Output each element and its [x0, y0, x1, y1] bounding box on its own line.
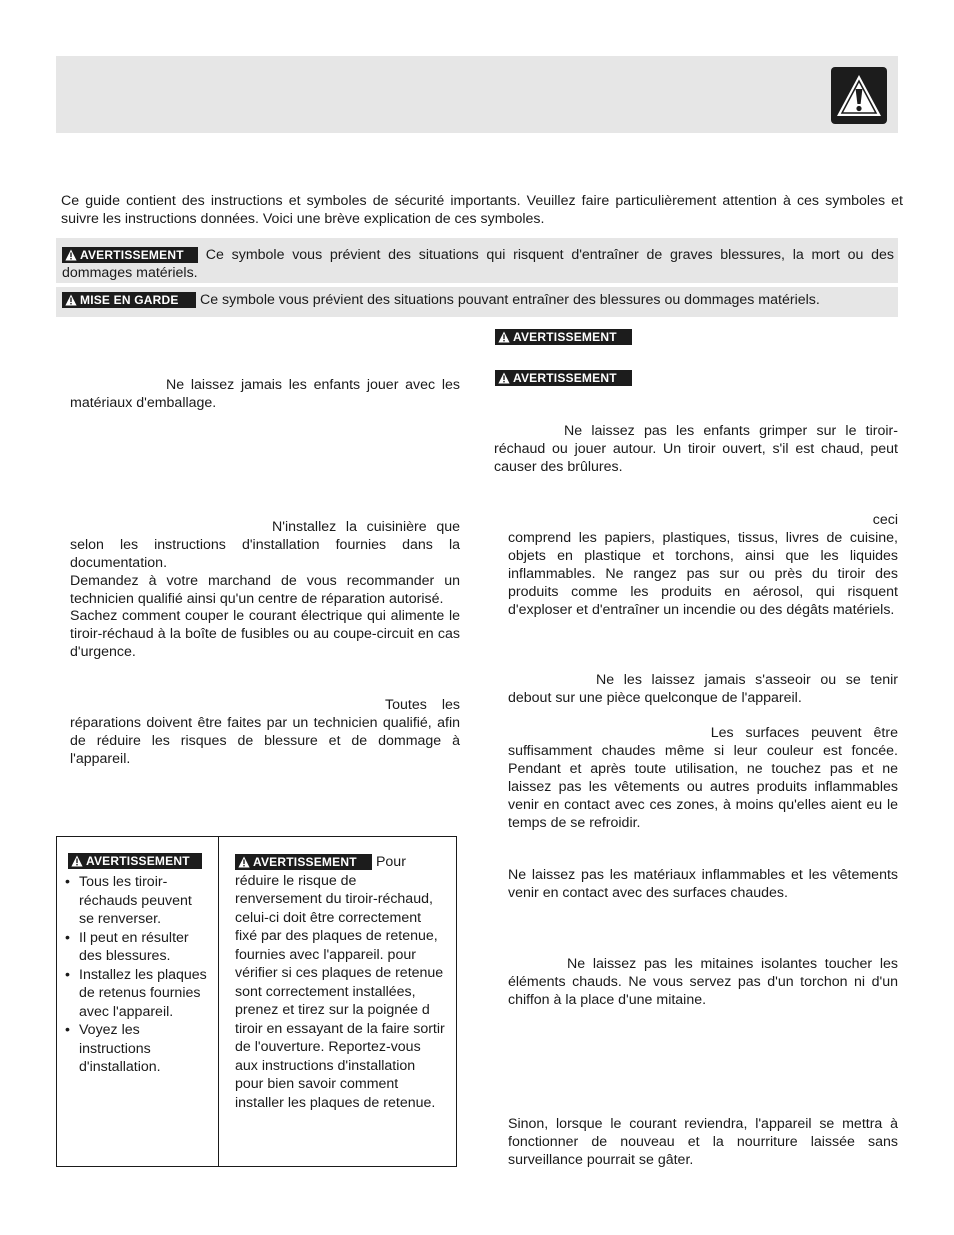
flammable-warning: Ne laissez pas les matériaux inflammables et les vêtements venir en contact avec des surfaces chaudes.	[508, 867, 898, 901]
power-warning: Sinon, lorsque le courant reviendra, l'appareil se mettra à fonctionner de nouveau et la nourriture laissée sans surveillance pourrait se gâter.	[508, 1116, 898, 1168]
installation-text-2: Demandez à votre marchand de vous recommander un technicien qualifié ainsi qu'un centre de réparation autorisé.	[70, 573, 460, 607]
warning-triangle-icon	[71, 855, 83, 867]
storage-lead: ceci	[872, 512, 898, 528]
box-divider	[218, 836, 219, 1167]
anti-tip-lead: Pour	[375, 854, 406, 870]
surfaces-warning: suffisamment chaudes même si leur couleur est foncée. Pendant et après toute utilisation, ne touchez pas et ne laissez pas les vêtements ou autres produits inflammables venir en contact avec ces zones, à moins qu'elles aient eu le temps de se refroidir.	[508, 743, 898, 831]
right-warning-badge-1	[495, 328, 632, 346]
warning-band-text: Ce symbole vous prévient des situations qui risquent d'entraîner de graves blessures, la mort ou des dommages matériels.	[62, 247, 894, 281]
warning-badge	[495, 329, 632, 345]
warning-badge	[68, 853, 202, 869]
mitts-warning: Ne laissez pas les mitaines isolantes toucher les éléments chauds. Ne vous servez pas d'un torchon ni d'un chiffon à la place d'une mitaine.	[508, 956, 898, 1008]
intro-paragraph	[61, 192, 903, 228]
box-left-badge-wrap	[68, 852, 202, 870]
warning-badge-label: AVERTISSEMENT	[86, 853, 190, 868]
caution-badge	[62, 292, 196, 308]
list-item: • Voyez les instructions d'installation.	[57, 1021, 209, 1077]
warning-badge-label: AVERTISSEMENT	[513, 370, 617, 385]
intro-text: Ce guide contient des instructions et symboles de sécurité importants. Veuillez faire particulièrement attention à ces symboles et suivre les instructions données. Voici une brève explication de ces symboles.	[61, 193, 903, 227]
packaging-warning: Ne laissez jamais les enfants jouer avec les matériaux d'emballage.	[70, 377, 460, 411]
warning-badge	[235, 854, 372, 870]
anti-tip-text: réduire le risque de renversement du tiroir-réchaud, celui-ci doit être correctement fixé par des plaques de retenue, fournies avec l'appareil. pour vérifier si ces plaques de retenue sont correctement installées, prenez et tirez sur la poignée d tiroir en essayant de la faire sortir de l'ouverture. Reportez-vous aux instructions d'installation pour bien savoir comment installer les plaques de retenue.	[235, 872, 445, 1111]
warning-triangle-icon	[238, 856, 250, 868]
warning-triangle-icon	[498, 372, 510, 384]
children-warning: Ne laissez pas les enfants grimper sur le tiroir-réchaud ou jouer autour. Un tiroir ouvert, s'il est chaud, peut causer des brûlures.	[494, 423, 898, 475]
warning-badge-label: AVERTISSEMENT	[80, 248, 184, 263]
anti-tip-bullets	[57, 873, 209, 1077]
warning-badge-label: AVERTISSEMENT	[253, 855, 357, 869]
warning-triangle-icon	[831, 67, 887, 124]
right-warning-badge-2	[495, 369, 632, 387]
repairs-text: Toutes les réparations doivent être faites par un technicien qualifié, afin de réduire les risques de blessure et de dommage à l'appareil.	[70, 697, 460, 767]
warning-badge-label: AVERTISSEMENT	[513, 329, 617, 344]
installation-text-3: Sachez comment couper le courant électrique qui alimente le tiroir-réchaud à la boîte de fusibles ou au coupe-circuit en cas d'urgence.	[70, 608, 460, 660]
header-band	[56, 56, 898, 133]
caution-badge-label: MISE EN GARDE	[80, 293, 179, 308]
sit-warning: Ne les laissez jamais s'asseoir ou se tenir debout sur une pièce quelconque de l'appareil.	[508, 672, 898, 706]
warning-badge	[495, 370, 632, 386]
list-item: • Tous les tiroir-réchauds peuvent se renverser.	[57, 873, 209, 929]
installation-text-1: N'installez la cuisinière que selon les instructions d'installation fournies dans la documentation.	[70, 519, 460, 571]
storage-warning: comprend les papiers, plastiques, tissus, livres de cuisine, objets en plastique et torchons, ainsi que les liquides inflammables. Ne rangez pas sur ou près du tiroir des produits comme les produits en aérosol, qui risquent d'exploser et d'entraîner un incendie ou des dégâts matériels.	[508, 530, 898, 618]
warning-triangle-icon	[65, 249, 77, 261]
warning-explanation-band	[56, 238, 898, 283]
anti-tip-instructions	[235, 853, 447, 1112]
warning-badge	[62, 247, 198, 263]
caution-explanation-band	[56, 287, 898, 317]
warning-triangle-icon	[498, 331, 510, 343]
list-item: • Il peut en résulter des blessures.	[57, 929, 209, 966]
list-item: • Installez les plaques de retenus fournies avec l'appareil.	[57, 966, 209, 1022]
warning-triangle-icon	[65, 294, 77, 306]
caution-band-text: Ce symbole vous prévient des situations pouvant entraîner des blessures ou dommages matériels.	[199, 292, 820, 308]
surfaces-lead: Les surfaces peuvent être	[710, 725, 898, 741]
